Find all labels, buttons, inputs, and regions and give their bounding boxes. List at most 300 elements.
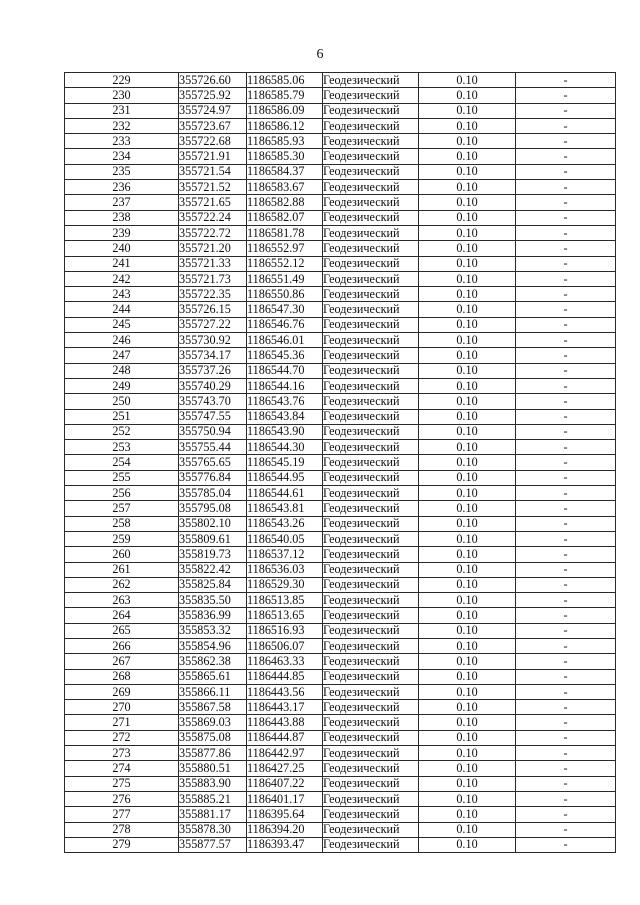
accuracy-cell: 0.10 <box>419 378 516 393</box>
point-number-cell: 245 <box>65 317 179 332</box>
description-cell: - <box>516 378 616 393</box>
accuracy-cell: 0.10 <box>419 638 516 653</box>
accuracy-cell: 0.10 <box>419 424 516 439</box>
y-coordinate-cell: 1186516.93 <box>247 623 323 638</box>
x-coordinate-cell: 355722.68 <box>179 134 247 149</box>
x-coordinate-cell: 355795.08 <box>179 501 247 516</box>
y-coordinate-cell: 1186443.17 <box>247 700 323 715</box>
y-coordinate-cell: 1186581.78 <box>247 225 323 240</box>
accuracy-cell: 0.10 <box>419 791 516 806</box>
method-cell: Геодезический <box>323 776 419 791</box>
method-cell: Геодезический <box>323 394 419 409</box>
y-coordinate-cell: 1186585.30 <box>247 149 323 164</box>
accuracy-cell: 0.10 <box>419 516 516 531</box>
accuracy-cell: 0.10 <box>419 654 516 669</box>
description-cell: - <box>516 394 616 409</box>
point-number-cell: 251 <box>65 409 179 424</box>
method-cell: Геодезический <box>323 302 419 317</box>
x-coordinate-cell: 355721.73 <box>179 271 247 286</box>
method-cell: Геодезический <box>323 424 419 439</box>
method-cell: Геодезический <box>323 577 419 592</box>
page-number: 6 <box>316 47 324 62</box>
table-row <box>65 837 616 852</box>
accuracy-cell: 0.10 <box>419 73 516 88</box>
description-cell: - <box>516 761 616 776</box>
y-coordinate-cell: 1186544.95 <box>247 470 323 485</box>
description-cell: - <box>516 623 616 638</box>
accuracy-cell: 0.10 <box>419 225 516 240</box>
y-coordinate-cell: 1186586.09 <box>247 103 323 118</box>
description-cell: - <box>516 440 616 455</box>
table-row <box>65 409 616 424</box>
description-cell: - <box>516 746 616 761</box>
method-cell: Геодезический <box>323 684 419 699</box>
description-cell: - <box>516 715 616 730</box>
description-cell: - <box>516 180 616 195</box>
x-coordinate-cell: 355877.57 <box>179 837 247 852</box>
x-coordinate-cell: 355885.21 <box>179 791 247 806</box>
table-row <box>65 88 616 103</box>
y-coordinate-cell: 1186547.30 <box>247 302 323 317</box>
y-coordinate-cell: 1186443.56 <box>247 684 323 699</box>
method-cell: Геодезический <box>323 317 419 332</box>
method-cell: Геодезический <box>323 501 419 516</box>
description-cell: - <box>516 103 616 118</box>
y-coordinate-cell: 1186394.20 <box>247 822 323 837</box>
x-coordinate-cell: 355776.84 <box>179 470 247 485</box>
accuracy-cell: 0.10 <box>419 164 516 179</box>
method-cell: Геодезический <box>323 562 419 577</box>
description-cell: - <box>516 455 616 470</box>
table-row <box>65 669 616 684</box>
method-cell: Геодезический <box>323 638 419 653</box>
accuracy-cell: 0.10 <box>419 210 516 225</box>
x-coordinate-cell: 355785.04 <box>179 486 247 501</box>
y-coordinate-cell: 1186536.03 <box>247 562 323 577</box>
x-coordinate-cell: 355722.72 <box>179 225 247 240</box>
method-cell: Геодезический <box>323 256 419 271</box>
x-coordinate-cell: 355740.29 <box>179 378 247 393</box>
accuracy-cell: 0.10 <box>419 394 516 409</box>
x-coordinate-cell: 355862.38 <box>179 654 247 669</box>
description-cell: - <box>516 317 616 332</box>
method-cell: Геодезический <box>323 822 419 837</box>
description-cell: - <box>516 547 616 562</box>
description-cell: - <box>516 516 616 531</box>
accuracy-cell: 0.10 <box>419 822 516 837</box>
accuracy-cell: 0.10 <box>419 746 516 761</box>
description-cell: - <box>516 807 616 822</box>
description-cell: - <box>516 562 616 577</box>
x-coordinate-cell: 355878.30 <box>179 822 247 837</box>
point-number-cell: 236 <box>65 180 179 195</box>
description-cell: - <box>516 134 616 149</box>
method-cell: Геодезический <box>323 608 419 623</box>
description-cell: - <box>516 577 616 592</box>
table-row <box>65 394 616 409</box>
point-number-cell: 232 <box>65 118 179 133</box>
accuracy-cell: 0.10 <box>419 715 516 730</box>
table-row <box>65 638 616 653</box>
accuracy-cell: 0.10 <box>419 669 516 684</box>
method-cell: Геодезический <box>323 700 419 715</box>
accuracy-cell: 0.10 <box>419 547 516 562</box>
accuracy-cell: 0.10 <box>419 470 516 485</box>
x-coordinate-cell: 355880.51 <box>179 761 247 776</box>
x-coordinate-cell: 355726.15 <box>179 302 247 317</box>
description-cell: - <box>516 409 616 424</box>
description-cell: - <box>516 593 616 608</box>
accuracy-cell: 0.10 <box>419 623 516 638</box>
x-coordinate-cell: 355869.03 <box>179 715 247 730</box>
accuracy-cell: 0.10 <box>419 333 516 348</box>
x-coordinate-cell: 355866.11 <box>179 684 247 699</box>
method-cell: Геодезический <box>323 470 419 485</box>
accuracy-cell: 0.10 <box>419 287 516 302</box>
method-cell: Геодезический <box>323 516 419 531</box>
description-cell: - <box>516 608 616 623</box>
point-number-cell: 235 <box>65 164 179 179</box>
y-coordinate-cell: 1186543.84 <box>247 409 323 424</box>
point-number-cell: 263 <box>65 593 179 608</box>
method-cell: Геодезический <box>323 593 419 608</box>
point-number-cell: 230 <box>65 88 179 103</box>
y-coordinate-cell: 1186444.85 <box>247 669 323 684</box>
accuracy-cell: 0.10 <box>419 531 516 546</box>
y-coordinate-cell: 1186393.47 <box>247 837 323 852</box>
accuracy-cell: 0.10 <box>419 88 516 103</box>
accuracy-cell: 0.10 <box>419 501 516 516</box>
method-cell: Геодезический <box>323 486 419 501</box>
table-row <box>65 73 616 88</box>
table-row <box>65 700 616 715</box>
y-coordinate-cell: 1186585.79 <box>247 88 323 103</box>
table-row <box>65 455 616 470</box>
accuracy-cell: 0.10 <box>419 409 516 424</box>
y-coordinate-cell: 1186463.33 <box>247 654 323 669</box>
accuracy-cell: 0.10 <box>419 593 516 608</box>
method-cell: Геодезический <box>323 271 419 286</box>
accuracy-cell: 0.10 <box>419 180 516 195</box>
y-coordinate-cell: 1186546.01 <box>247 333 323 348</box>
table-row <box>65 164 616 179</box>
y-coordinate-cell: 1186546.76 <box>247 317 323 332</box>
y-coordinate-cell: 1186543.76 <box>247 394 323 409</box>
accuracy-cell: 0.10 <box>419 256 516 271</box>
x-coordinate-cell: 355727.22 <box>179 317 247 332</box>
x-coordinate-cell: 355802.10 <box>179 516 247 531</box>
table-row <box>65 593 616 608</box>
description-cell: - <box>516 256 616 271</box>
accuracy-cell: 0.10 <box>419 730 516 745</box>
accuracy-cell: 0.10 <box>419 684 516 699</box>
description-cell: - <box>516 88 616 103</box>
point-number-cell: 247 <box>65 348 179 363</box>
accuracy-cell: 0.10 <box>419 486 516 501</box>
description-cell: - <box>516 149 616 164</box>
x-coordinate-cell: 355726.60 <box>179 73 247 88</box>
method-cell: Геодезический <box>323 333 419 348</box>
y-coordinate-cell: 1186540.05 <box>247 531 323 546</box>
method-cell: Геодезический <box>323 791 419 806</box>
point-number-cell: 234 <box>65 149 179 164</box>
y-coordinate-cell: 1186551.49 <box>247 271 323 286</box>
y-coordinate-cell: 1186513.65 <box>247 608 323 623</box>
x-coordinate-cell: 355721.33 <box>179 256 247 271</box>
y-coordinate-cell: 1186443.88 <box>247 715 323 730</box>
accuracy-cell: 0.10 <box>419 134 516 149</box>
method-cell: Геодезический <box>323 654 419 669</box>
y-coordinate-cell: 1186544.30 <box>247 440 323 455</box>
x-coordinate-cell: 355755.44 <box>179 440 247 455</box>
point-number-cell: 259 <box>65 531 179 546</box>
table-row <box>65 501 616 516</box>
x-coordinate-cell: 355877.86 <box>179 746 247 761</box>
description-cell: - <box>516 271 616 286</box>
x-coordinate-cell: 355835.50 <box>179 593 247 608</box>
table-row <box>65 623 616 638</box>
x-coordinate-cell: 355721.20 <box>179 241 247 256</box>
method-cell: Геодезический <box>323 134 419 149</box>
method-cell: Геодезический <box>323 103 419 118</box>
y-coordinate-cell: 1186552.12 <box>247 256 323 271</box>
point-number-cell: 277 <box>65 807 179 822</box>
coordinates-table <box>64 72 616 853</box>
method-cell: Геодезический <box>323 118 419 133</box>
method-cell: Геодезический <box>323 746 419 761</box>
y-coordinate-cell: 1186545.19 <box>247 455 323 470</box>
description-cell: - <box>516 654 616 669</box>
x-coordinate-cell: 355725.92 <box>179 88 247 103</box>
y-coordinate-cell: 1186544.16 <box>247 378 323 393</box>
point-number-cell: 265 <box>65 623 179 638</box>
table-row <box>65 791 616 806</box>
table-row <box>65 654 616 669</box>
point-number-cell: 266 <box>65 638 179 653</box>
point-number-cell: 253 <box>65 440 179 455</box>
description-cell: - <box>516 837 616 852</box>
point-number-cell: 255 <box>65 470 179 485</box>
point-number-cell: 233 <box>65 134 179 149</box>
table-row <box>65 302 616 317</box>
x-coordinate-cell: 355853.32 <box>179 623 247 638</box>
method-cell: Геодезический <box>323 225 419 240</box>
point-number-cell: 270 <box>65 700 179 715</box>
method-cell: Геодезический <box>323 440 419 455</box>
x-coordinate-cell: 355722.24 <box>179 210 247 225</box>
description-cell: - <box>516 210 616 225</box>
point-number-cell: 231 <box>65 103 179 118</box>
x-coordinate-cell: 355750.94 <box>179 424 247 439</box>
accuracy-cell: 0.10 <box>419 271 516 286</box>
point-number-cell: 244 <box>65 302 179 317</box>
y-coordinate-cell: 1186584.37 <box>247 164 323 179</box>
accuracy-cell: 0.10 <box>419 776 516 791</box>
y-coordinate-cell: 1186529.30 <box>247 577 323 592</box>
y-coordinate-cell: 1186552.97 <box>247 241 323 256</box>
table-row <box>65 363 616 378</box>
x-coordinate-cell: 355881.17 <box>179 807 247 822</box>
y-coordinate-cell: 1186442.97 <box>247 746 323 761</box>
accuracy-cell: 0.10 <box>419 118 516 133</box>
y-coordinate-cell: 1186543.26 <box>247 516 323 531</box>
method-cell: Геодезический <box>323 455 419 470</box>
y-coordinate-cell: 1186582.07 <box>247 210 323 225</box>
method-cell: Геодезический <box>323 88 419 103</box>
description-cell: - <box>516 195 616 210</box>
point-number-cell: 252 <box>65 424 179 439</box>
y-coordinate-cell: 1186544.70 <box>247 363 323 378</box>
table-row <box>65 516 616 531</box>
point-number-cell: 254 <box>65 455 179 470</box>
table-row <box>65 333 616 348</box>
table-row <box>65 271 616 286</box>
y-coordinate-cell: 1186427.25 <box>247 761 323 776</box>
accuracy-cell: 0.10 <box>419 700 516 715</box>
y-coordinate-cell: 1186585.06 <box>247 73 323 88</box>
method-cell: Геодезический <box>323 348 419 363</box>
table-row <box>65 210 616 225</box>
table-row <box>65 348 616 363</box>
y-coordinate-cell: 1186401.17 <box>247 791 323 806</box>
x-coordinate-cell: 355743.70 <box>179 394 247 409</box>
description-cell: - <box>516 348 616 363</box>
y-coordinate-cell: 1186585.93 <box>247 134 323 149</box>
y-coordinate-cell: 1186586.12 <box>247 118 323 133</box>
x-coordinate-cell: 355819.73 <box>179 547 247 562</box>
point-number-cell: 274 <box>65 761 179 776</box>
accuracy-cell: 0.10 <box>419 761 516 776</box>
point-number-cell: 273 <box>65 746 179 761</box>
table-row <box>65 730 616 745</box>
table-row <box>65 103 616 118</box>
table-row <box>65 822 616 837</box>
x-coordinate-cell: 355747.55 <box>179 409 247 424</box>
x-coordinate-cell: 355734.17 <box>179 348 247 363</box>
method-cell: Геодезический <box>323 730 419 745</box>
description-cell: - <box>516 241 616 256</box>
accuracy-cell: 0.10 <box>419 317 516 332</box>
table-row <box>65 440 616 455</box>
table-row <box>65 470 616 485</box>
point-number-cell: 239 <box>65 225 179 240</box>
accuracy-cell: 0.10 <box>419 837 516 852</box>
point-number-cell: 256 <box>65 486 179 501</box>
method-cell: Геодезический <box>323 363 419 378</box>
table-row <box>65 149 616 164</box>
x-coordinate-cell: 355836.99 <box>179 608 247 623</box>
y-coordinate-cell: 1186444.87 <box>247 730 323 745</box>
accuracy-cell: 0.10 <box>419 562 516 577</box>
point-number-cell: 248 <box>65 363 179 378</box>
point-number-cell: 243 <box>65 287 179 302</box>
description-cell: - <box>516 486 616 501</box>
x-coordinate-cell: 355722.35 <box>179 287 247 302</box>
accuracy-cell: 0.10 <box>419 440 516 455</box>
table-row <box>65 531 616 546</box>
table-row <box>65 378 616 393</box>
table-row <box>65 195 616 210</box>
point-number-cell: 246 <box>65 333 179 348</box>
description-cell: - <box>516 73 616 88</box>
y-coordinate-cell: 1186583.67 <box>247 180 323 195</box>
x-coordinate-cell: 355883.90 <box>179 776 247 791</box>
point-number-cell: 261 <box>65 562 179 577</box>
method-cell: Геодезический <box>323 715 419 730</box>
point-number-cell: 257 <box>65 501 179 516</box>
table-row <box>65 118 616 133</box>
y-coordinate-cell: 1186506.07 <box>247 638 323 653</box>
description-cell: - <box>516 118 616 133</box>
table-row <box>65 715 616 730</box>
table-row <box>65 577 616 592</box>
method-cell: Геодезический <box>323 378 419 393</box>
description-cell: - <box>516 287 616 302</box>
point-number-cell: 271 <box>65 715 179 730</box>
description-cell: - <box>516 363 616 378</box>
description-cell: - <box>516 225 616 240</box>
method-cell: Геодезический <box>323 761 419 776</box>
table-row <box>65 776 616 791</box>
description-cell: - <box>516 776 616 791</box>
table-row <box>65 547 616 562</box>
y-coordinate-cell: 1186582.88 <box>247 195 323 210</box>
table-row <box>65 807 616 822</box>
table-row <box>65 317 616 332</box>
table-row <box>65 486 616 501</box>
point-number-cell: 237 <box>65 195 179 210</box>
point-number-cell: 279 <box>65 837 179 852</box>
coordinates-table-body <box>65 73 616 853</box>
x-coordinate-cell: 355875.08 <box>179 730 247 745</box>
accuracy-cell: 0.10 <box>419 241 516 256</box>
table-row <box>65 746 616 761</box>
point-number-cell: 272 <box>65 730 179 745</box>
x-coordinate-cell: 355765.65 <box>179 455 247 470</box>
method-cell: Геодезический <box>323 547 419 562</box>
x-coordinate-cell: 355721.65 <box>179 195 247 210</box>
description-cell: - <box>516 501 616 516</box>
x-coordinate-cell: 355730.92 <box>179 333 247 348</box>
x-coordinate-cell: 355723.67 <box>179 118 247 133</box>
description-cell: - <box>516 333 616 348</box>
accuracy-cell: 0.10 <box>419 455 516 470</box>
point-number-cell: 242 <box>65 271 179 286</box>
description-cell: - <box>516 424 616 439</box>
accuracy-cell: 0.10 <box>419 577 516 592</box>
table-row <box>65 608 616 623</box>
accuracy-cell: 0.10 <box>419 363 516 378</box>
description-cell: - <box>516 470 616 485</box>
x-coordinate-cell: 355854.96 <box>179 638 247 653</box>
method-cell: Геодезический <box>323 623 419 638</box>
table-row <box>65 287 616 302</box>
accuracy-cell: 0.10 <box>419 807 516 822</box>
x-coordinate-cell: 355867.58 <box>179 700 247 715</box>
method-cell: Геодезический <box>323 287 419 302</box>
table-row <box>65 761 616 776</box>
description-cell: - <box>516 730 616 745</box>
x-coordinate-cell: 355721.91 <box>179 149 247 164</box>
description-cell: - <box>516 164 616 179</box>
x-coordinate-cell: 355724.97 <box>179 103 247 118</box>
point-number-cell: 278 <box>65 822 179 837</box>
point-number-cell: 264 <box>65 608 179 623</box>
method-cell: Геодезический <box>323 837 419 852</box>
description-cell: - <box>516 669 616 684</box>
method-cell: Геодезический <box>323 531 419 546</box>
method-cell: Геодезический <box>323 241 419 256</box>
